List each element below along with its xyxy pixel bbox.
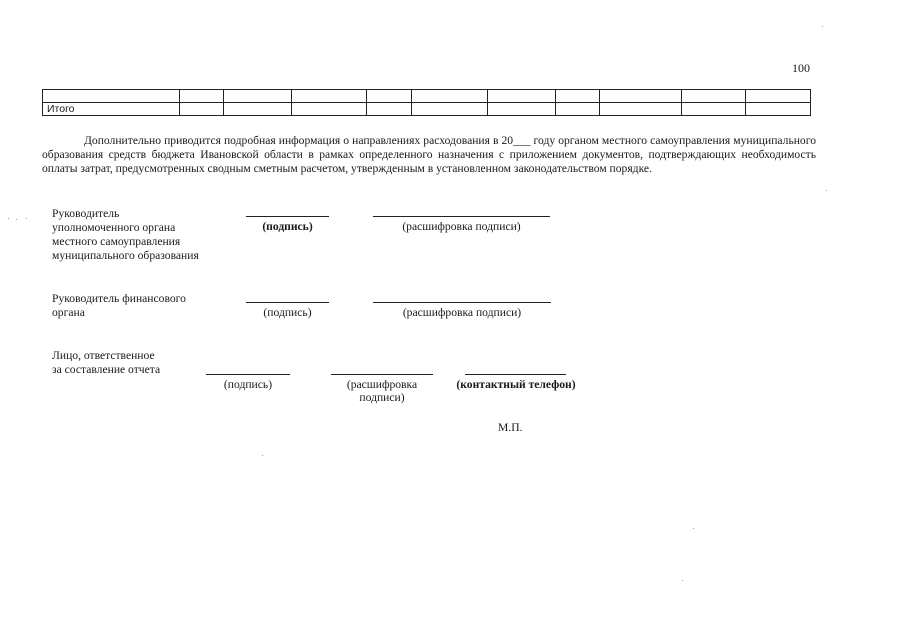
table-cell [600,103,682,116]
signature-caption: (подпись) [263,306,312,319]
scan-speck [693,528,694,529]
label-line: Руководитель финансового [52,292,186,305]
table-cell [488,90,556,103]
table-cell [367,90,412,103]
scan-speck [682,580,683,581]
table-cell [746,103,811,116]
table-cell [224,103,292,116]
scan-speck [8,218,9,219]
scan-speck [16,219,17,220]
table-cell [682,103,746,116]
stamp-placeholder: М.П. [498,421,523,434]
table-row [43,90,811,103]
table-cell [488,103,556,116]
signature-line[interactable] [246,216,329,217]
table-cell [180,103,224,116]
table-cell [556,90,600,103]
table-cell [367,103,412,116]
signature-caption: (подпись) [262,220,313,233]
table-cell [556,103,600,116]
signature-decode-caption: (расшифровка подписи) [402,306,522,319]
table-cell [43,90,180,103]
head-financial-label [52,292,186,320]
head-authorized-label [52,207,199,263]
caption-line: подписи) [359,391,405,404]
label-line: Руководитель [52,207,120,220]
table-cell [180,90,224,103]
signature-caption: (подпись) [223,378,273,391]
info-paragraph: Дополнительно приводится подробная информация о направлениях расходования в 20___ году органом местного самоуправления муниципального образования средств бюджета Ивановской области в рамках определенного назначения с приложением документов, подтверждающих необходимость оплаты затрат, предусмотренных сводным сметным расчетом, утвержденным в установленном законодательством порядке. [42,134,816,175]
label-line: Лицо, ответственное [52,349,155,362]
table-cell [412,103,488,116]
table-cell [600,90,682,103]
scan-speck [826,190,827,191]
signature-decode-line[interactable] [373,302,551,303]
phone-caption: (контактный телефон) [456,378,576,391]
signature-decode-line[interactable] [331,374,433,375]
signature-decode-line[interactable] [373,216,550,217]
totals-table [42,89,811,116]
table-cell [682,90,746,103]
caption-line: (расшифровка [346,378,418,391]
scan-speck [26,218,27,219]
table-cell [412,90,488,103]
table-row-total [43,103,811,116]
total-label-cell: Итого [43,103,180,116]
scan-speck [262,455,263,456]
signature-line[interactable] [206,374,290,375]
responsible-label [52,349,160,377]
label-line: за составление отчета [52,363,161,376]
signature-line[interactable] [246,302,329,303]
label-line: местного самоуправления [52,235,181,248]
label-line: муниципального образования [52,249,199,262]
label-line: органа [52,306,85,319]
scan-speck [822,26,823,27]
table-cell [746,90,811,103]
signature-decode-caption [331,378,433,404]
table-cell [292,90,367,103]
page-number: 100 [792,61,810,75]
label-line: уполномоченного органа [52,221,176,234]
signature-decode-caption: (расшифровка подписи) [402,220,521,233]
table-cell [292,103,367,116]
table-cell [224,90,292,103]
phone-line[interactable] [465,374,566,375]
